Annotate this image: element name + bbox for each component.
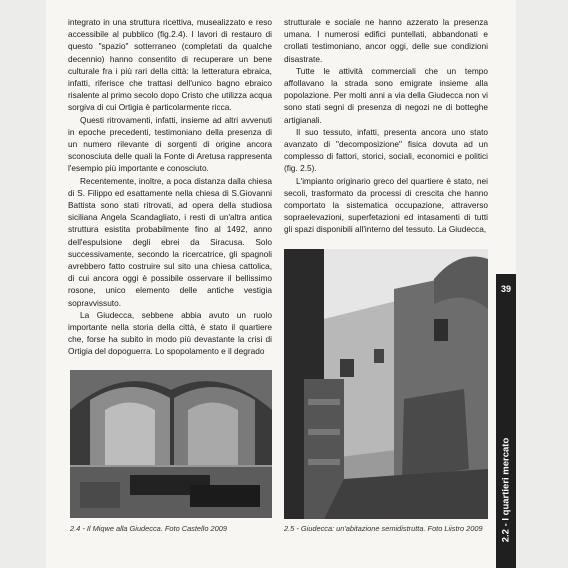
paragraph: L'impianto originario greco del quartiere è stato, nei secoli, trasformato da processi di crescita che hanno comportato la sistematica occupazione, attraverso sopraelevazioni, superfetazioni ed intasamenti di tutti gli spazi disponibili all'interno del tessuto. La Giudecca, — [284, 175, 488, 235]
paragraph: Tutte le attività commerciali che un tempo affollavano la strada sono emigrate insieme alla popolazione. Per molti anni a via della Giudecca non vi sono stati segni di presenza di negozi ne di botteghe artigianali. — [284, 65, 488, 125]
paragraph: Recentemente, inoltre, a poca distanza dalla chiesa di S. Filippo ed esattamente nella chiesa di S.Giovanni Battista sono stati ritrovati, ad opera della studiosa siciliana Angela Scandagliato, i resti di un'altra antica struttura esistita probabilmente fino al 1492, anno dell'espulsione degli ebrei da Siracusa. Solo successivamente, secondo la ricercatrice, gli spagnoli avrebbero fatto costruire sul sito una chiesa cattolica, di cui ancora oggi è possibile osservare il bellissimo rosone, unico elemento delle antiche vestigia sopravvissuto. — [68, 175, 272, 308]
paragraph: La Giudecca, sebbene abbia avuto un ruolo importante nella storia della città, è stato il quartiere che, forse ha subito in modo più devastante la crisi di Ortigia del dopoguerra. Lo spopolamento e il degrado — [68, 309, 272, 357]
photo-miqwe — [70, 370, 272, 518]
figure-caption: 2.5 - Giudecca: un'abitazione semidistrutta. Foto Liistro 2009 — [284, 524, 483, 533]
paragraph: Il suo tessuto, infatti, presenta ancora uno stato avanzato di "decomposizione" fisica dovuta ad un complesso di fattori, storici, sociali, economici e politici (fig. 2.5). — [284, 126, 488, 174]
section-label: 2.2 - I quartieri mercato — [500, 437, 512, 543]
right-text-column — [284, 16, 488, 236]
paragraph: strutturale e sociale ne hanno azzerato la presenza umana. I numerosi edifici puntellati, abbandonati e crollati testimoniano, ancor oggi, delle sue condizioni disastrate. — [284, 17, 488, 64]
figure-caption: 2.4 - Il Miqwe alla Giudecca. Foto Castello 2009 — [70, 524, 227, 533]
left-text-column — [68, 16, 272, 358]
paragraph: Questi ritrovamenti, infatti, insieme ad altri avvenuti in epoche precedenti, testimoniano della presenza di un numero rilevante di sorgenti di origine ancora sconosciuta delle quali la Fonte di Aretusa rappresenta l'esempio più importante e conosciuto. — [68, 114, 272, 174]
page-number: 39 — [500, 284, 511, 294]
paragraph: integrato in una struttura ricettiva, musealizzato e reso accessibile al pubblico (fig.2.4). I lavori di restauro di questo "spazio" sotterraneo (completati da qualche decennio) hanno consentito di recuperare un bene culturale fra i più rari della città: la letteratura ebraica, infatti, riferisce che trattasi dell'unico bagno ebraico risalente al primo secolo dopo Cristo che utilizza acqua sorgiva di cui Ortigia è particolarmente ricca. — [68, 17, 272, 113]
photo-ruined-house — [284, 249, 488, 519]
